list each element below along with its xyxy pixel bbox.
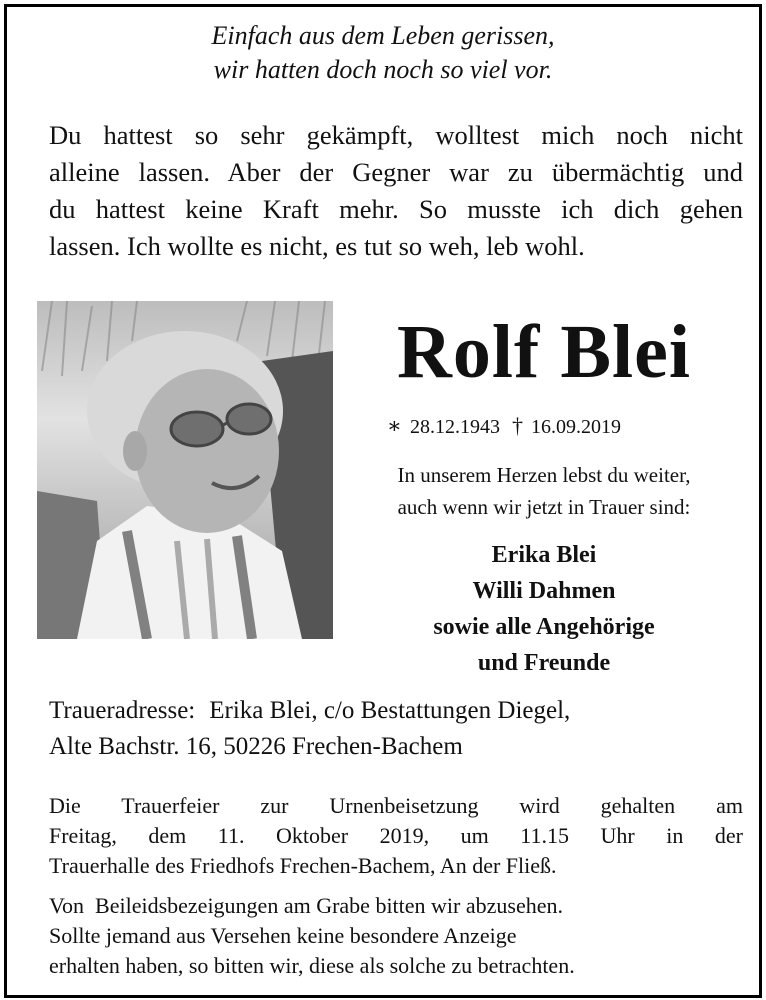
portrait-photo xyxy=(37,301,333,639)
closing-notice xyxy=(49,891,743,981)
mourner-name: Willi Dahmen xyxy=(472,578,616,604)
motto-line: wir hatten doch noch so viel vor. xyxy=(213,55,553,84)
address-line: Alte Bachstr. 16, 50226 Frechen-Bachem xyxy=(49,733,463,760)
motto xyxy=(7,19,759,87)
address-label: Traueradresse: xyxy=(49,697,196,724)
mourner-name: und Freunde xyxy=(477,650,611,676)
intro-text xyxy=(49,117,743,265)
portrait-image xyxy=(37,301,333,639)
address-line: Erika Blei, c/o Bestattungen Diegel, xyxy=(209,697,571,724)
life-dates xyxy=(387,411,621,442)
ceremony-notice xyxy=(49,791,743,881)
intro-line: lassen. Ich wollte es nicht, es tut so weh, leb wohl. xyxy=(49,231,585,261)
motto-line: Einfach aus dem Leben gerissen, xyxy=(211,21,555,50)
obituary-frame xyxy=(4,4,762,998)
heart-line: In unserem Herzen lebst du weiter, xyxy=(397,463,691,487)
deceased-name: Rolf Blei xyxy=(397,310,691,394)
birth-date: 28.12.1943 xyxy=(409,416,500,438)
intro-line: Du hattest so sehr gekämpft, wolltest mich noch nicht xyxy=(49,120,743,150)
closing-line: Von Beileidsbezeigungen am Grabe bitten wir abzusehen. xyxy=(49,893,563,918)
birth-star-icon: ∗ xyxy=(387,413,402,438)
ceremony-line: Trauerhalle des Friedhofs Frechen-Bachem, An der Fließ. xyxy=(49,853,557,878)
death-date: 16.09.2019 xyxy=(530,416,621,438)
mourner-name: Erika Blei xyxy=(491,542,597,568)
closing-line: Sollte jemand aus Versehen keine besondere Anzeige xyxy=(49,923,517,948)
death-cross-icon: † xyxy=(511,413,523,438)
mourners-list xyxy=(349,537,739,681)
intro-line: du hattest keine Kraft mehr. So musste ich dich gehen xyxy=(49,194,743,224)
heart-line: auch wenn wir jetzt in Trauer sind: xyxy=(397,495,691,519)
closing-line: erhalten haben, so bitten wir, diese als solche zu betrachten. xyxy=(49,953,575,978)
intro-line: alleine lassen. Aber der Gegner war zu übermächtig und xyxy=(49,157,743,187)
ceremony-line: Freitag, dem 11. Oktober 2019, um 11.15 Uhr in der xyxy=(49,823,743,848)
mourning-address xyxy=(49,693,570,765)
ceremony-line: Die Trauerfeier zur Urnenbeisetzung wird gehalten am xyxy=(49,793,743,818)
mourner-name: sowie alle Angehörige xyxy=(433,614,655,640)
heart-text xyxy=(349,459,739,523)
